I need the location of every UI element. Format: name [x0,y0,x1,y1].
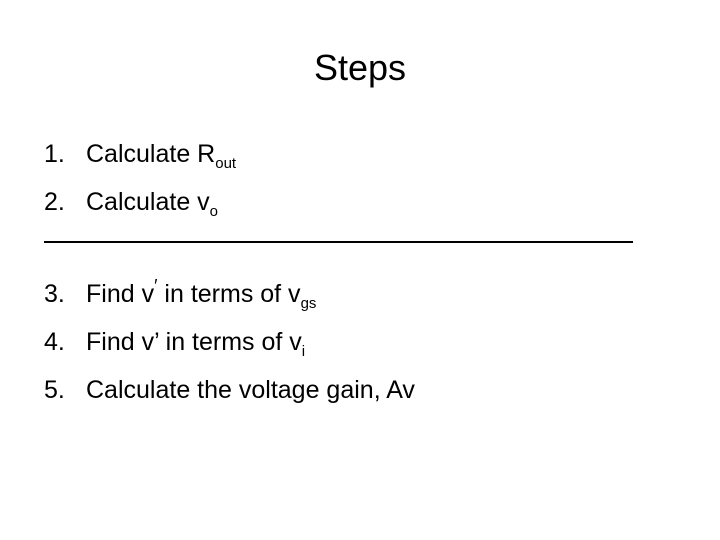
divider-rule [44,241,633,243]
step-1 [44,130,684,178]
step-number: 2. [44,188,65,216]
step-number: 4. [44,328,65,356]
step-text: Find v [86,280,155,308]
step-text: Calculate v [86,188,210,216]
subscript: o [209,203,219,220]
subscript: gs [300,295,317,312]
divider-line [44,226,684,270]
steps-list [44,130,684,414]
slide-title [0,44,720,92]
step-text: Calculate R [86,140,216,168]
step-3: 3. Find v′ in terms of $v_{gs}$ [44,270,684,318]
step-4 [44,318,684,366]
slide-title-text: Steps [313,47,407,88]
step-number: 1. [44,140,65,168]
step-text: Calculate the voltage gain, Av [86,376,415,404]
step-2 [44,178,684,226]
step-text-continued: in terms of v [157,280,301,308]
step-text: Find v’ in terms of v [86,328,302,356]
step-5 [44,366,684,414]
step-number: 5. [44,376,65,404]
subscript: i [301,343,306,360]
step-number: 3. [44,280,65,308]
subscript: out [215,155,237,172]
